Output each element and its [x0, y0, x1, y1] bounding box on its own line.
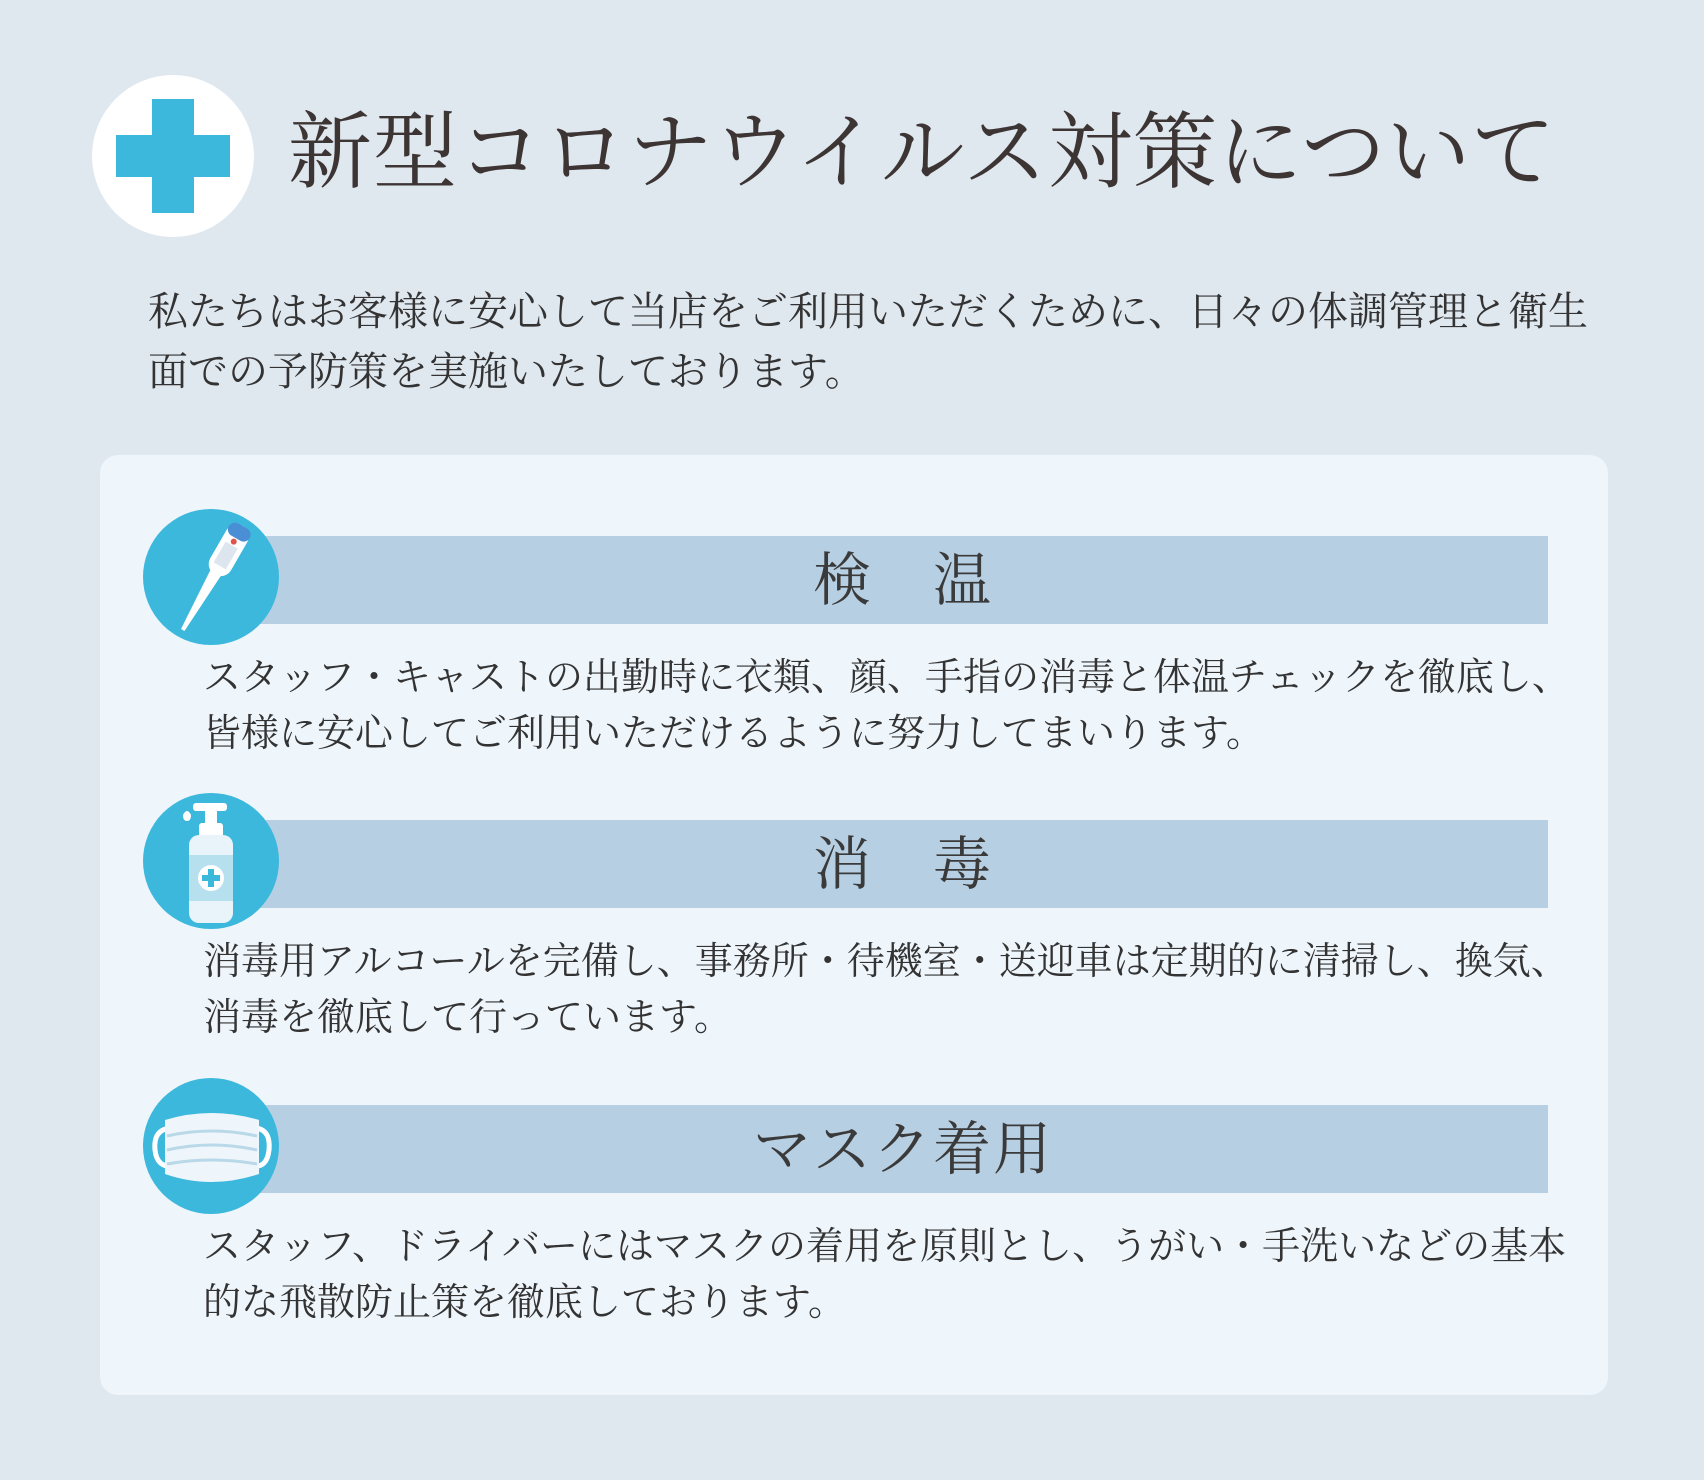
measure-description: 消毒用アルコールを完備し、事務所・待機室・送迎車は定期的に清掃し、換気、消毒を徹底して行っています。 — [203, 939, 1569, 1039]
plus-icon — [92, 75, 254, 237]
page-title: 新型コロナウイルス対策について — [288, 103, 1557, 201]
sanitizer-bottle-icon — [143, 793, 279, 929]
page-header — [92, 75, 1652, 237]
measure-description: スタッフ・キャストの出勤時に衣類、顔、手指の消毒と体温チェックを徹底し、皆様に安心してご利用いただけるように努力してまいります。 — [203, 655, 1570, 755]
measure-heading: 消 毒 — [812, 830, 993, 898]
thermometer-icon — [143, 509, 279, 645]
measure-heading: 検 温 — [812, 546, 993, 614]
measure-heading-band — [258, 536, 1548, 624]
measure-heading-band — [258, 820, 1548, 908]
intro-text: 私たちはお客様に安心して当店をご利用いただくために、日々の体調管理と衛生面での予防策を実施いたしております。 — [148, 289, 1588, 395]
measure-description: スタッフ、ドライバーにはマスクの着用を原則とし、うがい・手洗いなどの基本的な飛散防止策を徹底しております。 — [203, 1224, 1567, 1324]
measures-panel — [100, 455, 1608, 1395]
face-mask-icon — [143, 1078, 279, 1214]
measure-heading: マスク着用 — [752, 1115, 1053, 1183]
measure-heading-band — [258, 1105, 1548, 1193]
